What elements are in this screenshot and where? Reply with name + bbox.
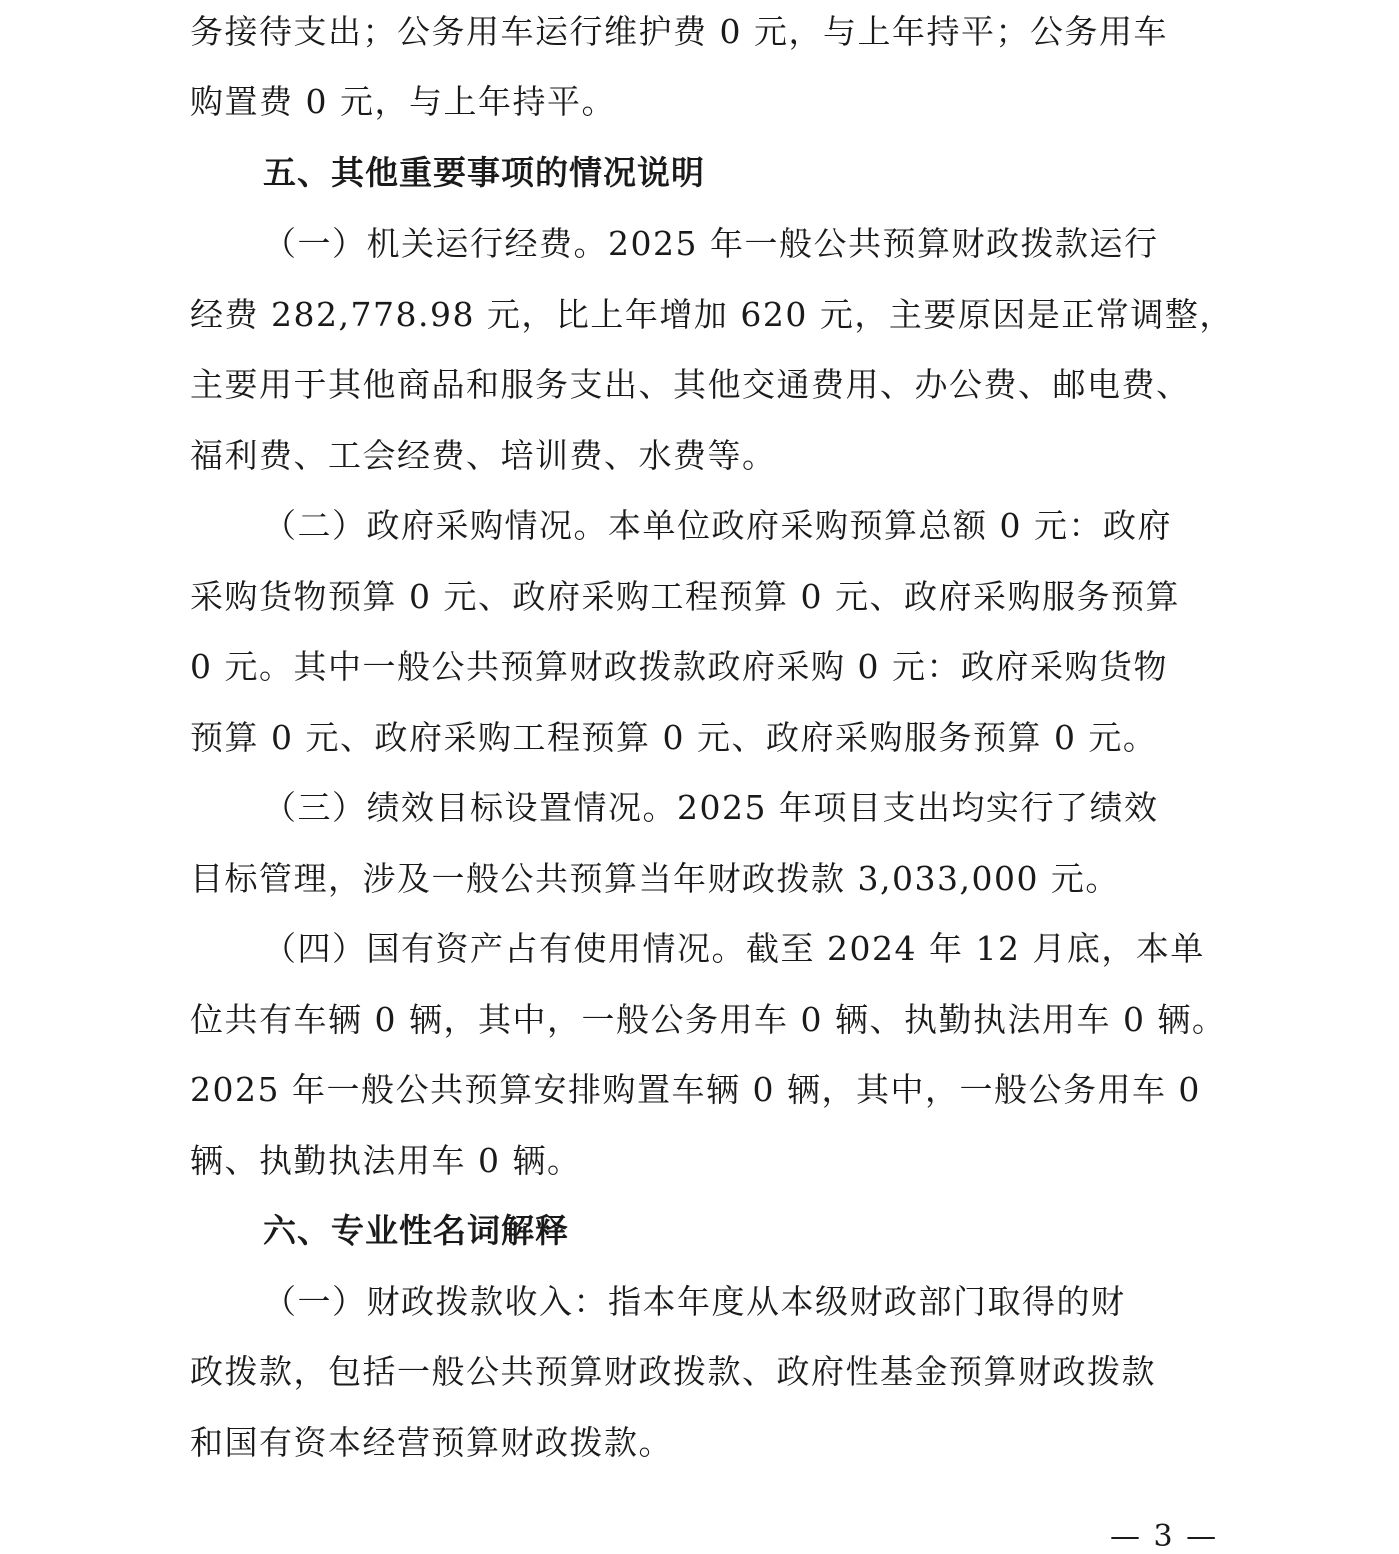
- paragraph-line: 预算 0 元、政府采购工程预算 0 元、政府采购服务预算 0 元。: [190, 718, 1158, 757]
- paragraph-line: 和国有资本经营预算财政拨款。: [190, 1423, 673, 1462]
- paragraph-line: 政拨款，包括一般公共预算财政拨款、政府性基金预算财政拨款: [190, 1352, 1156, 1391]
- paragraph-line: 目标管理，涉及一般公共预算当年财政拨款 3,033,000 元。: [190, 859, 1120, 898]
- paragraph-line: 采购货物预算 0 元、政府采购工程预算 0 元、政府采购服务预算: [190, 577, 1180, 616]
- paragraph-line: 经费 282,778.98 元，比上年增加 620 元，主要原因是正常调整，: [190, 295, 1234, 334]
- paragraph-line: 位共有车辆 0 辆，其中，一般公务用车 0 辆、执勤执法用车 0 辆。: [190, 1000, 1227, 1039]
- paragraph-line: 辆、执勤执法用车 0 辆。: [190, 1141, 582, 1180]
- section-heading-5: 五、其他重要事项的情况说明: [263, 153, 705, 192]
- text-line: 购置费 0 元，与上年持平。: [190, 82, 616, 121]
- paragraph-line: 福利费、工会经费、培训费、水费等。: [190, 436, 777, 475]
- page-number: — 3 —: [1110, 1519, 1219, 1554]
- paragraph-line: （二）政府采购情况。本单位政府采购预算总额 0 元：政府: [263, 506, 1172, 545]
- paragraph-line: 主要用于其他商品和服务支出、其他交通费用、办公费、邮电费、: [190, 365, 1191, 404]
- paragraph-line: （四）国有资产占有使用情况。截至 2024 年 12 月底，本单: [263, 929, 1205, 968]
- text-line: 务接待支出；公务用车运行维护费 0 元，与上年持平；公务用车: [190, 12, 1168, 51]
- paragraph-line: 2025 年一般公共预算安排购置车辆 0 辆，其中，一般公务用车 0: [190, 1070, 1201, 1109]
- paragraph-line: 0 元。其中一般公共预算财政拨款政府采购 0 元：政府采购货物: [190, 647, 1168, 686]
- section-heading-6: 六、专业性名词解释: [263, 1211, 569, 1250]
- paragraph-line: （一）财政拨款收入：指本年度从本级财政部门取得的财: [263, 1282, 1126, 1321]
- paragraph-line: （一）机关运行经费。2025 年一般公共预算财政拨款运行: [263, 224, 1159, 263]
- paragraph-line: （三）绩效目标设置情况。2025 年项目支出均实行了绩效: [263, 788, 1159, 827]
